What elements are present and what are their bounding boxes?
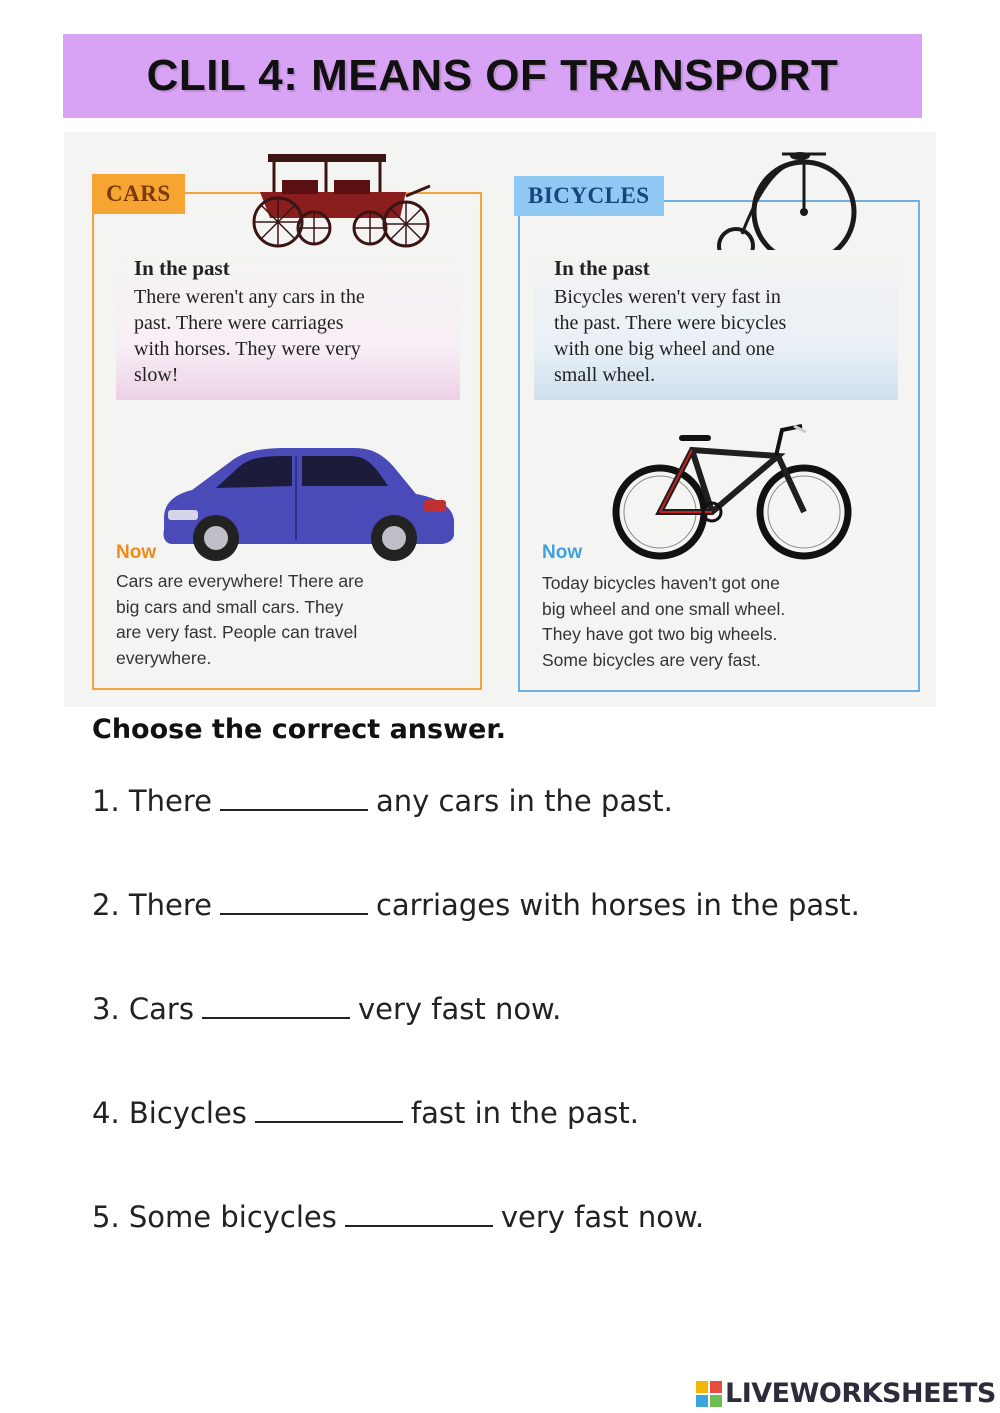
cars-now-heading: Now bbox=[116, 542, 157, 563]
worksheet-title: CLIL 4: MEANS OF TRANSPORT bbox=[146, 51, 839, 100]
question-5 bbox=[92, 1200, 704, 1234]
bicycles-past-line: small wheel. bbox=[554, 364, 656, 386]
bicycles-past-line: the past. There were bicycles bbox=[554, 312, 787, 334]
question-text-after: very fast now. bbox=[357, 992, 562, 1026]
question-text-after: fast in the past. bbox=[410, 1096, 639, 1130]
logo-mark-icon bbox=[696, 1381, 722, 1407]
question-text-after: very fast now. bbox=[500, 1200, 705, 1234]
bicycles-past-heading: In the past bbox=[554, 256, 650, 280]
question-text-before: 3. Cars bbox=[92, 992, 194, 1026]
question-text-after: carriages with horses in the past. bbox=[375, 888, 860, 922]
question-text-before: 4. Bicycles bbox=[92, 1096, 247, 1130]
bicycles-now-line: big wheel and one small wheel. bbox=[542, 598, 786, 619]
exercise-instruction: Choose the correct answer. bbox=[92, 714, 507, 745]
question-text-after: any cars in the past. bbox=[375, 784, 673, 818]
question-3 bbox=[92, 992, 561, 1026]
question-text-before: 2. There bbox=[92, 888, 212, 922]
carriage-illustration bbox=[230, 140, 436, 252]
cars-past-heading: In the past bbox=[134, 256, 230, 280]
cars-past-line: slow! bbox=[134, 364, 179, 386]
bicycles-now-line: Today bicycles haven't got one bbox=[542, 573, 780, 593]
cars-now-text bbox=[116, 569, 364, 671]
cars-past-line: with horses. They were very bbox=[134, 338, 361, 360]
question-1 bbox=[92, 784, 673, 818]
logo-text: LIVEWORKSHEETS bbox=[725, 1378, 996, 1409]
cars-label: CARS bbox=[92, 174, 185, 214]
cars-past-line: There weren't any cars in the bbox=[134, 286, 365, 308]
bicycles-past-text bbox=[554, 284, 786, 388]
bicycles-label: BICYCLES bbox=[514, 176, 664, 216]
question-text-before: 1. There bbox=[92, 784, 212, 818]
answer-blank-4[interactable] bbox=[255, 1099, 403, 1123]
question-4 bbox=[92, 1096, 639, 1130]
answer-blank-5[interactable] bbox=[345, 1203, 493, 1227]
bicycle-illustration bbox=[608, 416, 858, 562]
liveworksheets-logo[interactable] bbox=[696, 1378, 996, 1409]
bicycles-now-line: They have got two big wheels. bbox=[542, 624, 778, 644]
cars-past-line: past. There were carriages bbox=[134, 312, 344, 334]
bicycles-past-line: Bicycles weren't very fast in bbox=[554, 286, 781, 308]
bicycles-now-text bbox=[542, 571, 785, 673]
cars-now-line: are very fast. People can travel bbox=[116, 622, 358, 642]
answer-blank-3[interactable] bbox=[202, 995, 350, 1019]
answer-blank-2[interactable] bbox=[220, 891, 368, 915]
title-banner bbox=[63, 34, 922, 118]
question-2 bbox=[92, 888, 860, 922]
cars-now-line: big cars and small cars. They bbox=[116, 596, 344, 617]
reading-panel bbox=[64, 132, 936, 707]
bicycles-past-line: with one big wheel and one bbox=[554, 338, 775, 360]
cars-past-text bbox=[134, 284, 365, 388]
question-text-before: 5. Some bicycles bbox=[92, 1200, 337, 1234]
car-illustration bbox=[158, 440, 458, 562]
bicycles-now-heading: Now bbox=[542, 542, 583, 563]
cars-now-line: everywhere. bbox=[116, 647, 212, 668]
bicycles-now-line: Some bicycles are very fast. bbox=[542, 649, 761, 670]
cars-now-line: Cars are everywhere! There are bbox=[116, 571, 364, 591]
answer-blank-1[interactable] bbox=[220, 787, 368, 811]
